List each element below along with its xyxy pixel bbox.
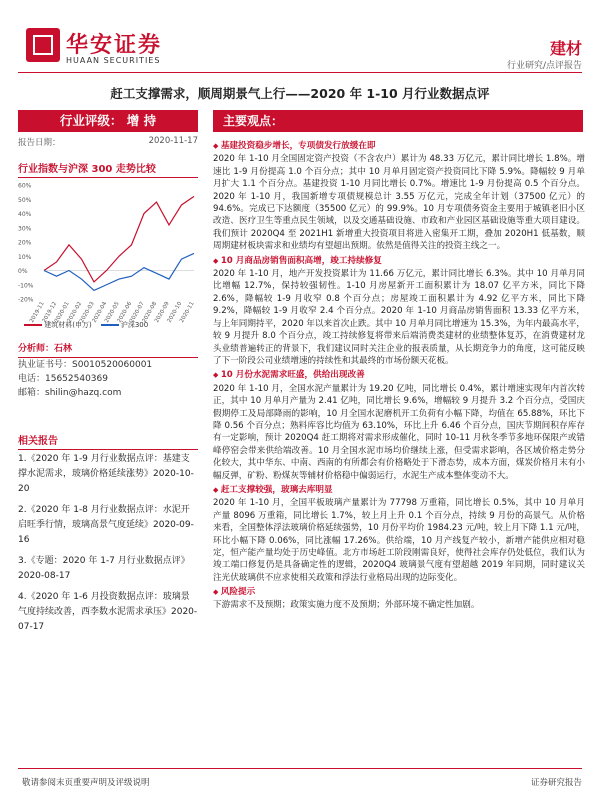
x-tick-label: 2020-11 [179, 301, 196, 324]
page-title: 赶工支撑需求，顺周期景气上行——2020 年 1-10 月行业数据点评 [110, 86, 490, 101]
related-reports-title: 相关报告 [18, 432, 198, 450]
legend-label-1: 建筑材料(申万) [44, 321, 92, 329]
section-text: 2020 年 1-10 月，全国平板玻璃产量累计为 77798 万重箱，同比增长 0.5%，其中 10 月单月产量 8096 万重箱，同比增长 1.7%，较上月上升 0.1 个百分点，持续 9 月份的高景气。从价格来看，全国整体浮法玻璃价格延续强势，10 月份平均价 1984.23 元/吨，较上月下降 1.1 元/吨，环比小幅下降 0.06%，同比涨幅 17.26%。供给端，10 月产线复产较小，新增产能供应相对稳定，恒产能产量均处于历史峰值。北方市场赶工阶段刚需良好，使得社会库存仍处低位，我们认为竣工端口修复仍是具备确定性的逻辑，2020Q4 玻璃景气度有望超越 2019 年同期，同时建议关注光伏玻璃供不应求使相关政策和浮法行业格局出现的边际变化。 [213, 498, 585, 583]
logo-icon [26, 28, 60, 62]
x-tick-label: 2020-02 [66, 301, 84, 324]
legend-swatch-2 [101, 324, 119, 326]
analyst-cert: 执业证书号：S0010520060001 [18, 360, 153, 370]
logo-text: 华安证券 [66, 32, 163, 58]
y-tick-label: 10% [18, 253, 32, 261]
footer-disclaimer[interactable]: 敬请参阅末页重要声明及评级说明 [22, 778, 150, 788]
industry-label: 建材 [549, 39, 582, 58]
related-report-item[interactable]: 2.《2020 年 1-8 月行业数据点评：水泥开启旺季行情，玻璃高景气度延续》2020-09-16 [18, 505, 194, 545]
x-tick-label: 2019-12 [41, 301, 59, 324]
report-date [18, 136, 198, 148]
section-heading: ◆ 10 月商品房销售面积高增，竣工持续修复 [213, 255, 585, 267]
analyst-email: 邮箱：shilin@hazq.com [18, 388, 122, 398]
x-tick-label: 2020-06 [116, 301, 134, 324]
x-tick-label: 2020-05 [104, 301, 121, 324]
x-tick-label: 2020-10 [166, 301, 184, 324]
series-line-1 [44, 196, 194, 282]
report-date-value: 2020-11-17 [148, 136, 198, 146]
section-heading: ◆ 10 月份水泥需求旺盛，供给出现改善 [213, 369, 585, 381]
section-heading: ◆ 赶工支撑较强，玻璃去库明显 [213, 484, 585, 496]
series-line-2 [44, 253, 194, 290]
header-divider [18, 72, 582, 73]
x-tick-label: 2020-03 [79, 301, 96, 324]
main-points-header: 主要观点： [213, 110, 583, 132]
related-report-item[interactable]: 4.《2020 年 1-6 月投资数据点评：玻璃景气度持续改善，西李数水泥需求承压》2020-07-17 [18, 592, 198, 632]
rating-bar: 行业评级： 增 持 [18, 110, 198, 132]
footer-type: 证券研究报告 [530, 778, 582, 788]
report-date-label: 报告日期： [18, 138, 61, 148]
related-report-item[interactable]: 1.《2020 年 1-9 月行业数据点评：基建支撑水泥需求，玻璃价格延续涨势》2020-10-20 [18, 454, 194, 494]
analyst-phone: 电话：15652540369 [18, 374, 108, 384]
legend-swatch-1 [24, 324, 42, 326]
y-tick-label: 60% [18, 182, 32, 190]
y-tick-label: 30% [18, 225, 32, 233]
x-tick-label: 2020-07 [129, 301, 146, 324]
chart-section-title: 行业指数与沪深 300 走势比较 [18, 160, 198, 178]
y-tick-label: 40% [18, 211, 32, 218]
x-tick-label: 2020-09 [154, 301, 171, 324]
footer-divider [18, 768, 582, 769]
analyst-info [18, 342, 198, 400]
x-tick-label: 2020-04 [91, 301, 109, 324]
main-body [213, 138, 585, 613]
section-text: 2020 年 1-10 月，全国水泥产量累计为 19.20 亿吨，同比增长 0.4%，累计增速实现年内首次转正，其中 10 月单月产量为 2.41 亿吨，同比增长 9.6%，增幅较 9 月提升 3.2 个百分点，受国庆假期停工及局部降雨的影响，10 月全国水泥磨机开工负荷有小幅下降，均值在 65.88%，环比下降 0.56 个百分点；熟料库容比均值为 63.10%，环比上升 6.46 个百分点，国庆节期间积存库存有一定影响，预计 2020Q4 赶工期将对需求形成催化，同时 10-11 月秋冬季节多地环保限产或错峰停窑会带来供给端改善。10 月全国水泥市场均价继续上涨，但受需求影响，各区域价格走势分化较大，其中华东、中南、西南的有所都会有价格略处于下滑态势，成本方面，煤炭价格月末有小幅反弹，矿粉、粉煤灰等辅材价格稳中偏弱运行，水泥生产成本整体变动不大。 [213, 383, 585, 481]
x-tick-label: 2020-01 [54, 301, 71, 324]
chart-legend [24, 320, 199, 330]
section-text: 2020 年 1-10 月，地产开发投资累计为 11.66 万亿元，累计同比增长 6.3%。其中 10 月单月同比增幅 12.7%，保持较强韧性。1-10 月房屋新开工面积累计为 18.07 亿平方米，同比下降 2.6%，降幅较 1-9 月收窄 0.8 个百分点；房屋竣工面积累计为 4.92 亿平方米，同比下降 9.2%，降幅较 1-9 月收窄 2.4 个百分点。2020 年 1-10 月商品房销售面积 13.33 亿平方米，与上年同期持平，2020 年以来首次止跌。其中 10 月单月同比增速为 15.3%，为年内最高水平，较 9 月提升 8.0 个百分点，竣工持续修复将带来后端消费类建材的业绩整体复苏，在消费建材龙头业绩普遍转正的背景下，我们建议同时关注企业的报表质量，从长期竞争力的角度，这可能反映了下一阶段公司业绩增速的持续性和其最终的市场份额天花板。 [213, 269, 585, 366]
risk-heading: ◆ 风险提示 [213, 586, 585, 598]
legend-label-2: 沪深300 [120, 321, 149, 329]
y-tick-label: 20% [18, 239, 32, 247]
x-tick-label: 2019-11 [29, 301, 46, 324]
y-tick-label: 50% [18, 196, 32, 204]
y-tick-label: 0% [18, 268, 28, 275]
section-heading: ◆ 基建投资稳步增长，专项债发行放缓在即 [213, 140, 585, 152]
index-comparison-chart [18, 176, 198, 332]
y-tick-label: -20% [18, 296, 34, 304]
risk-text: 下游需求不及预期；政策实施力度不及预期；外部环境不确定性加剧。 [213, 599, 480, 610]
related-reports-list [18, 452, 198, 641]
analyst-name: 分析师：石林 [18, 342, 198, 358]
report-type: 行业研究/点评报告 [506, 61, 582, 71]
related-report-item[interactable]: 3.《专题：2020 年 1-7 月行业数据点评》2020-08-17 [18, 556, 190, 581]
x-tick-label: 2020-08 [141, 301, 159, 324]
logo-english: HUAAN SECURITIES [66, 56, 161, 65]
y-tick-label: -10% [18, 282, 34, 290]
section-text: 2020 年 1-10 月全国固定资产投资（不含农户）累计为 48.33 万亿元，累计同比增长 1.8%。增速比 1-9 月份提高 1.0 个百分点；其中 10 月单月固定资产投资同比下降 5.9%。降幅较 9 月单月扩大 1.1 个百分点。基建投资 1-10 月同比增长 0.7%。增速比 1-9 月份提高 0.5 个百分点。2020 年 1-10 月，我国新增专项债规模总计 3.55 万亿元，完成全年计划（37500 亿元）的 94.6%。完成已下达额度（35500 亿元）的 99.9%。10 月专项债务资金主要用于城镇老旧小区改造、医疗卫生等重点民生领域，以及交通基础设施、市政和产业园区基础设施等重大项目建设。我们预计 2020Q4 至 2021H1 新增重大投资项目将进入密集开工期，叠加 2020H1 低基数，顺周期建材板块需求和业绩均有望超出预期。依然是值得关注的投资主线之一。 [213, 154, 585, 252]
